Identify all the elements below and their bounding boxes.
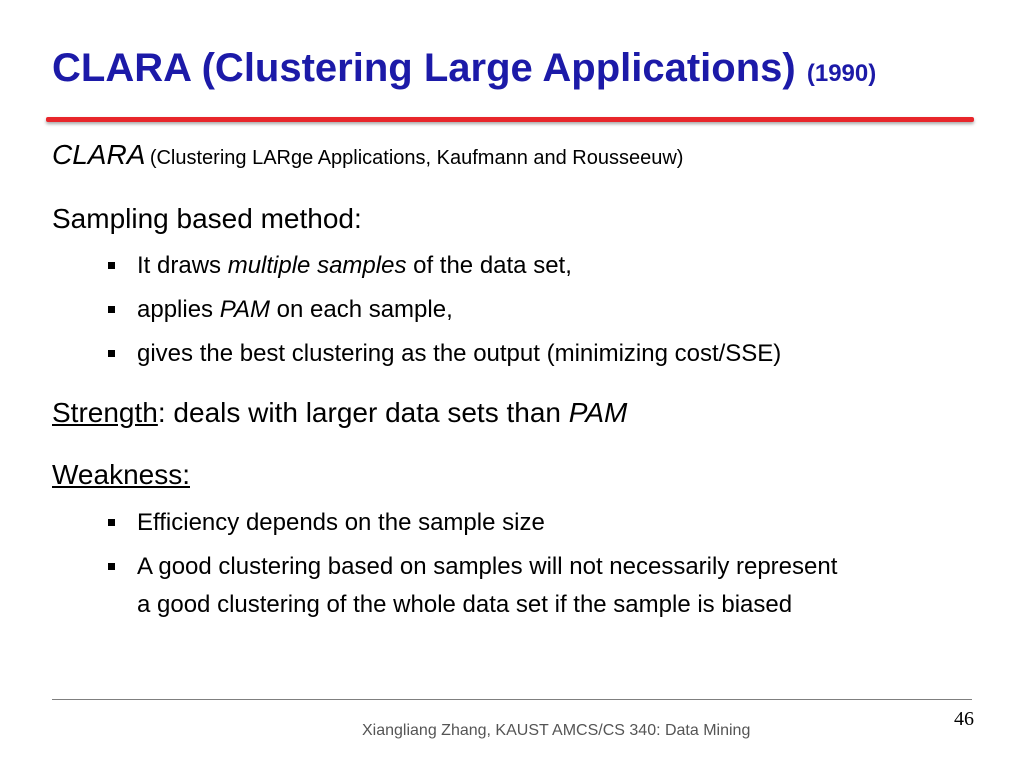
- weakness-bullet-1: Efficiency depends on the sample size: [137, 509, 545, 536]
- strength-emphasis: PAM: [568, 397, 628, 428]
- title-divider: [46, 117, 974, 122]
- bullet-marker: [108, 262, 115, 269]
- bullet-text: applies: [137, 296, 220, 323]
- bullet-text: It draws: [137, 252, 228, 279]
- bullet-text: of the data set,: [406, 252, 572, 279]
- footer-divider: [52, 699, 972, 700]
- weakness-heading: Weakness:: [52, 459, 190, 490]
- sampling-heading: Sampling based method:: [52, 203, 362, 234]
- title-year: (1990): [806, 60, 877, 87]
- strength-text: : deals with larger data sets than: [157, 397, 569, 428]
- strength-label: Strength: [52, 397, 158, 428]
- intro-line: [52, 138, 683, 172]
- bullet-emphasis: multiple samples: [227, 252, 407, 279]
- sampling-bullet-3: gives the best clustering as the output (minimizing cost/SSE): [137, 340, 782, 367]
- sampling-bullet-1: [137, 251, 572, 281]
- bullet-marker: [108, 306, 115, 313]
- weakness-bullet-2-line-1: A good clustering based on samples will not necessarily represent: [137, 553, 838, 580]
- intro-detail: (Clustering LARge Applications, Kaufmann and Rousseeuw): [149, 147, 684, 169]
- page-number: 46: [954, 708, 974, 730]
- bullet-emphasis: PAM: [219, 296, 270, 323]
- strength-line: [52, 396, 627, 430]
- bullet-marker: [108, 563, 115, 570]
- intro-term: CLARA: [52, 139, 146, 170]
- sampling-bullet-2: [137, 295, 453, 325]
- slide-title: [52, 44, 876, 98]
- bullet-marker: [108, 350, 115, 357]
- footer-credit: Xiangliang Zhang, KAUST AMCS/CS 340: Data Mining: [362, 722, 751, 739]
- bullet-marker: [108, 519, 115, 526]
- bullet-text: on each sample,: [269, 296, 453, 323]
- title-text: CLARA (Clustering Large Applications): [52, 46, 796, 90]
- weakness-bullet-2-line-2: a good clustering of the whole data set if the sample is biased: [137, 591, 793, 618]
